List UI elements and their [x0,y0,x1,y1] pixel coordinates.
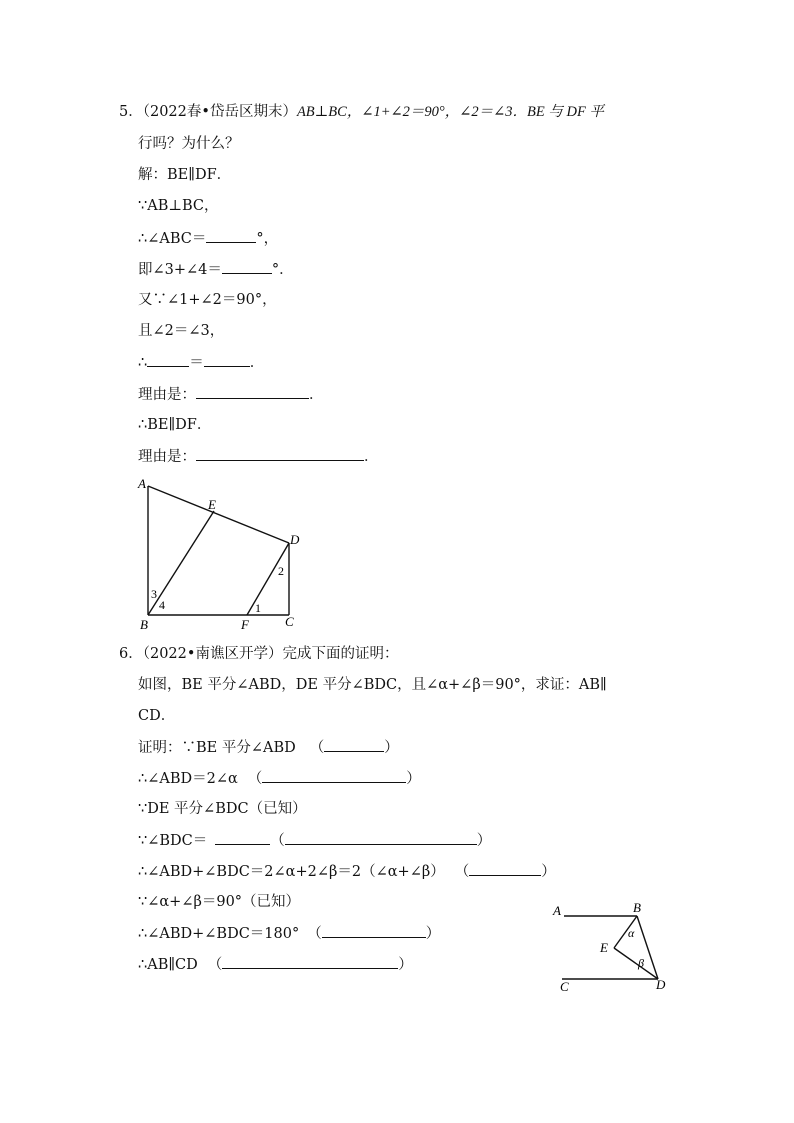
q5-angle-4: 4 [159,598,165,612]
q6-blank-8[interactable] [222,954,398,969]
q5-label-b: B [140,617,148,632]
q5-stem-line1 [119,102,604,122]
q6-figure [548,898,678,998]
q6-proof-line-2 [138,768,421,789]
q6-blank-4a[interactable] [215,830,270,845]
q6-proof-text-5: ∴∠ABD+∠BDC＝2∠α+2∠β＝2（∠α+∠β） [138,864,445,880]
q6-source: （2022•南谯区开学） [142,646,283,662]
q5-reason-label-1: 理由是： [138,387,196,403]
q6-proof-line-1 [138,737,399,758]
q5-reason-label-2: 理由是： [138,449,196,465]
q5-blank-reason-1[interactable] [196,384,309,399]
q5-deg-suffix-1: °， [256,231,279,247]
q6-label-e: E [600,940,608,955]
q6-label-d: D [656,977,666,992]
q6-proof-line-6: ∵∠α+∠β＝90°（已知） [138,894,301,910]
q6-stem-line2: CD． [138,708,176,724]
q6-lparen-1: （ [309,740,325,756]
q5-therefore-line [138,352,264,373]
q6-proof-text-4: ∵∠BDC＝ [138,833,208,849]
q6-rparen-4: ） [476,833,492,849]
q6-label-c: C [560,979,569,994]
q6-stem-line1: 如图，BE 平分∠ABD，DE 平分∠BDC，且∠α+∠β＝90°，求证：AB∥ [138,677,607,693]
q6-rparen-5: ） [541,864,556,880]
q6-lparen-7: （ [307,926,322,942]
q5-angle-34-line [138,259,294,280]
q6-proof-line-7 [138,923,440,944]
q6-blank-1[interactable] [324,737,384,752]
q6-label-alpha: α [628,926,635,940]
q5-because-line: ∵AB⊥BC， [138,198,219,214]
q6-label-b: B [633,900,641,915]
q5-dot-2: ． [309,387,324,403]
q5-label-f: F [241,617,249,632]
q5-label-e: E [208,497,216,512]
q5-angle-3: 3 [151,587,157,601]
q6-title: 完成下面的证明： [282,646,399,662]
q6-label-a: A [553,903,561,918]
q5-label-a: A [138,476,146,491]
q5-blank-34[interactable] [222,259,272,274]
q5-blank-reason-2[interactable] [196,446,364,461]
q6-number: 6． [119,646,143,662]
q6-proof-line-3: ∵DE 平分∠BDC（已知） [138,801,307,817]
q5-angle-2: 2 [278,564,284,578]
q6-proof-text-1: 证明：∵BE 平分∠ABD [138,740,296,756]
q6-lparen-2: （ [247,771,263,787]
q5-therefore-text: ∴ [138,355,148,371]
q5-reason-line-2 [138,446,379,467]
q6-blank-7[interactable] [322,923,426,938]
q5-number: 5． [119,104,143,120]
q5-label-d: D [290,532,300,547]
q5-solution-line: 解：BE∥DF． [138,167,232,183]
q6-proof-text-2: ∴∠ABD＝2∠α [138,771,238,787]
q5-reason-line-1 [138,384,324,405]
q5-figure [130,474,320,636]
q6-rparen-8: ） [398,957,413,973]
q6-blank-2[interactable] [262,768,406,783]
q5-stem-line2: 行吗？为什么？ [138,136,240,152]
q6-proof-line-4 [138,830,491,851]
q6-label-beta: β [638,956,644,970]
q6-title-line [119,644,398,664]
q5-angle-abc-line [138,228,278,249]
q6-proof-text-7: ∴∠ABD+∠BDC＝180° [138,926,300,942]
q5-blank-abc[interactable] [206,228,256,243]
q5-angle-abc-text: ∴∠ABC＝ [138,231,207,247]
q6-blank-4b[interactable] [285,830,477,845]
q5-conclusion-line: ∴BE∥DF． [138,417,212,433]
q6-rparen-7: ） [425,926,441,942]
q5-and-line: 且∠2＝∠3， [138,323,225,339]
q5-blank-rhs[interactable] [204,352,250,367]
q5-dot-3: ． [364,449,379,465]
q5-source: （2022春•岱岳区期末） [142,104,297,120]
q6-blank-5[interactable] [469,861,541,876]
q5-angle-1: 1 [255,601,261,615]
q5-label-c: C [285,614,294,629]
q5-also-line: 又∵∠1+∠2＝90°， [138,292,277,308]
q5-deg-suffix-2: °． [271,262,294,278]
q6-rparen-2: ） [406,771,421,787]
q6-lparen-8: （ [207,957,223,973]
q5-stem-tail: AB⊥BC，∠1+∠2＝90°，∠2＝∠3．BE 与 DF 平 [296,104,604,120]
q6-lparen-4: （ [270,833,285,849]
q6-lparen-5: （ [454,864,470,880]
q6-proof-text-8: ∴AB∥CD [138,957,198,973]
q6-proof-line-5 [138,861,556,882]
q5-blank-lhs[interactable] [147,352,189,367]
q5-angle-34-text: 即∠3+∠4＝ [138,262,222,278]
q5-eq-sign: ＝ [189,355,204,371]
q6-proof-line-8 [138,954,413,975]
q5-dot-1: ． [249,355,265,371]
q6-rparen-1: ） [384,740,399,756]
